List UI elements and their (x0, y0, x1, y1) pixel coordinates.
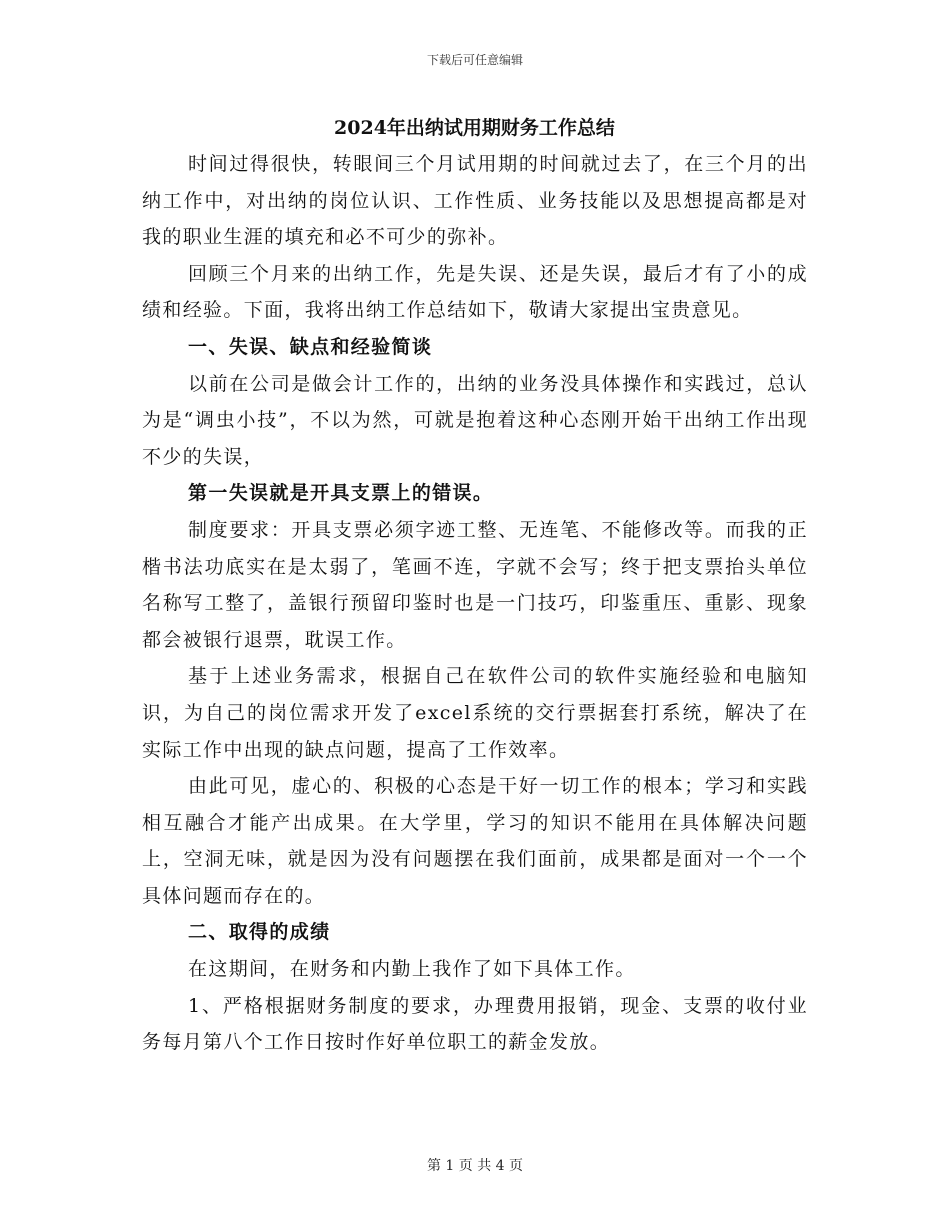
paragraph-item-1: 1、严格根据财务制度的要求，办理费用报销，现金、支票的收付业务每月第八个工作日按时作好单位职工的薪金发放。 (142, 994, 808, 1054)
paragraph-review: 回顾三个月来的出纳工作，先是失误、还是失误，最后才有了小的成绩和经验。下面，我将出纳工作总结如下，敬请大家提出宝贵意见。 (142, 262, 808, 322)
document-title: 2024年出纳试用期财务工作总结 (334, 117, 615, 139)
section-heading-mistakes: 一、失误、缺点和经验简谈 (188, 335, 433, 358)
document-body (142, 146, 808, 1061)
paragraph-background: 以前在公司是做会计工作的，出纳的业务没具体操作和实践过，总认为是“调虫小技”，不以为然，可就是抱着这种心态刚开始干出纳工作出现不少的失误， (142, 372, 808, 468)
section-heading-achievements: 二、取得的成绩 (188, 921, 331, 944)
page-footer-number: 第 1 页 共 4 页 (426, 1158, 524, 1174)
page-header-note: 下载后可任意编辑 (426, 53, 523, 67)
paragraph-work-intro: 在这期间，在财务和内勤上我作了如下具体工作。 (188, 958, 636, 981)
paragraph-check-rules: 制度要求：开具支票必须字迹工整、无连笔、不能修改等。而我的正楷书法功底实在是太弱了，笔画不连，字就不会写；终于把支票抬头单位名称写工整了，盖银行预留印鉴时也是一门技巧，印鉴重压、重影、现象都会被银行退票，耽误工作。 (142, 518, 808, 651)
paragraph-intro: 时间过得很快，转眼间三个月试用期的时间就过去了，在三个月的出纳工作中，对出纳的岗位认识、工作性质、业务技能以及思想提高都是对我的职业生涯的填充和必不可少的弥补。 (142, 153, 808, 249)
subheading-first-mistake: 第一失误就是开具支票上的错误。 (188, 482, 494, 505)
paragraph-excel-system: 基于上述业务需求，根据自己在软件公司的软件实施经验和电脑知识，为自己的岗位需求开发了excel系统的交行票据套打系统，解决了在实际工作中出现的缺点问题，提高了工作效率。 (142, 665, 808, 761)
paragraph-conclusion: 由此可见，虚心的、积极的心态是干好一切工作的根本；学习和实践相互融合才能产出成果。在大学里，学习的知识不能用在具体解决问题上，空洞无味，就是因为没有问题摆在我们面前，成果都是面对一个一个具体问题而存在的。 (142, 775, 808, 907)
